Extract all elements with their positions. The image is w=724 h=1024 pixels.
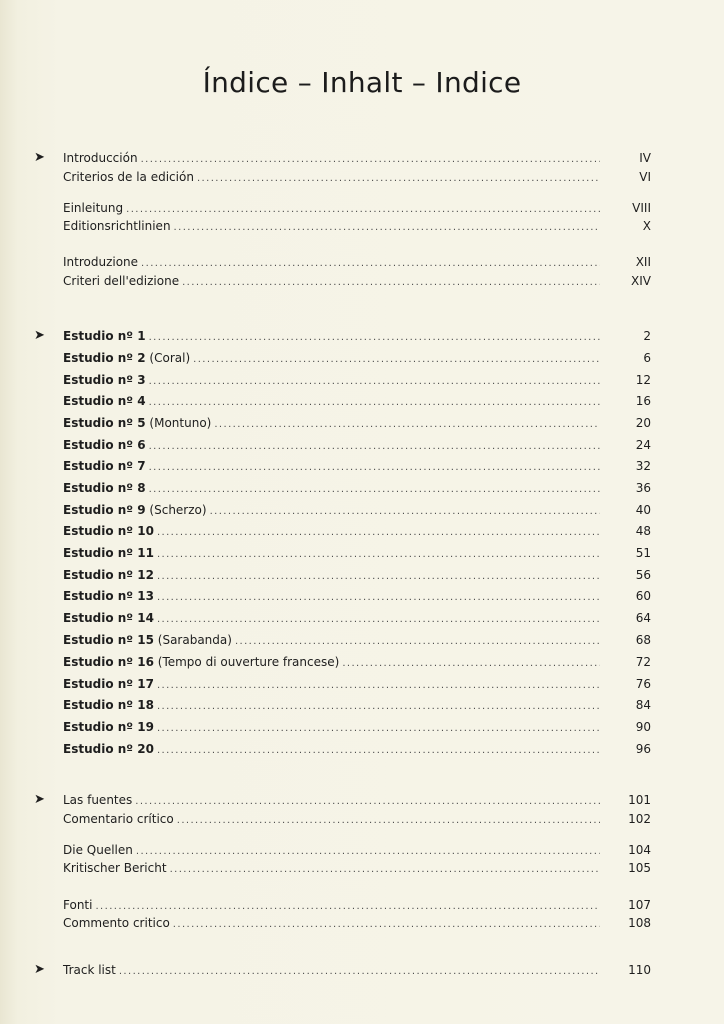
entry-page: VIII — [632, 201, 651, 215]
toc-entry[interactable] — [63, 840, 651, 860]
entry-page: 104 — [628, 843, 651, 857]
leader-dots — [119, 962, 600, 982]
toc-entry[interactable] — [63, 543, 651, 563]
toc-entry[interactable] — [63, 198, 651, 218]
entry-page: 101 — [628, 793, 651, 807]
section-arrow-icon: ➤ — [34, 792, 45, 807]
leader-dots — [182, 273, 600, 293]
entry-label: Einleitung — [63, 201, 124, 215]
toc-entry[interactable] — [63, 895, 651, 915]
entry-page: 72 — [635, 655, 651, 669]
study-label: Estudio nº 12 — [63, 568, 154, 582]
study-label: Estudio nº 11 — [63, 546, 154, 560]
study-label: Estudio nº 9 — [63, 503, 146, 517]
leader-dots — [193, 350, 600, 370]
entry-label: Criteri dell'edizione — [63, 274, 180, 288]
entry-page: 60 — [635, 589, 651, 603]
study-subtitle: (Scherzo) — [149, 503, 207, 517]
leader-dots — [210, 502, 600, 522]
toc-entry[interactable] — [63, 216, 651, 236]
leader-dots — [342, 654, 600, 674]
leader-dots — [157, 523, 600, 543]
leader-dots — [173, 915, 600, 935]
study-subtitle: (Tempo di ouverture francese) — [157, 655, 340, 669]
entry-page: 76 — [635, 677, 651, 691]
toc-entry[interactable] — [63, 717, 651, 737]
leader-dots — [157, 697, 600, 717]
entry-page: 107 — [628, 898, 651, 912]
leader-dots — [149, 393, 600, 413]
leader-dots — [157, 741, 600, 761]
toc-entry[interactable] — [63, 652, 651, 672]
study-label: Estudio nº 6 — [63, 438, 146, 452]
leader-dots — [149, 458, 600, 478]
leader-dots — [157, 610, 600, 630]
toc-entry[interactable] — [63, 913, 651, 933]
study-label: Estudio nº 7 — [63, 459, 146, 473]
toc-entry[interactable] — [63, 252, 651, 272]
entry-label: Kritischer Bericht — [63, 861, 167, 875]
entry-label: Editionsrichtlinien — [63, 219, 171, 233]
entry-label: Die Quellen — [63, 843, 133, 857]
entry-label: Track list — [63, 963, 116, 977]
entry-page: 2 — [643, 329, 651, 343]
entry-page: 32 — [635, 459, 651, 473]
leader-dots — [149, 372, 600, 392]
entry-page: 56 — [635, 568, 651, 582]
toc-entry[interactable] — [63, 271, 651, 291]
entry-page: VI — [639, 170, 651, 184]
leader-dots — [157, 719, 600, 739]
toc-entry[interactable] — [63, 148, 651, 168]
entry-page: 105 — [628, 861, 651, 875]
study-label: Estudio nº 17 — [63, 677, 154, 691]
toc-entry[interactable] — [63, 960, 651, 980]
toc-entry[interactable] — [63, 391, 651, 411]
study-label: Estudio nº 2 — [63, 351, 146, 365]
toc-entry[interactable] — [63, 809, 651, 829]
study-subtitle: (Coral) — [149, 351, 191, 365]
toc-entry[interactable] — [63, 348, 651, 368]
toc-entry[interactable] — [63, 790, 651, 810]
leader-dots — [157, 545, 600, 565]
entry-page: 48 — [635, 524, 651, 538]
study-label: Estudio nº 5 — [63, 416, 146, 430]
study-label: Estudio nº 13 — [63, 589, 154, 603]
section-arrow-icon: ➤ — [34, 150, 45, 165]
entry-page: 36 — [635, 481, 651, 495]
toc-entry[interactable] — [63, 739, 651, 759]
toc-entry[interactable] — [63, 521, 651, 541]
entry-page: 20 — [635, 416, 651, 430]
study-label: Estudio nº 1 — [63, 329, 146, 343]
toc-entry[interactable] — [63, 565, 651, 585]
leader-dots — [235, 632, 600, 652]
entry-page: 102 — [628, 812, 651, 826]
study-label: Estudio nº 4 — [63, 394, 146, 408]
study-label: Estudio nº 19 — [63, 720, 154, 734]
leader-dots — [174, 218, 600, 238]
entry-page: 6 — [643, 351, 651, 365]
entry-page: 90 — [635, 720, 651, 734]
toc-entry[interactable] — [63, 500, 651, 520]
entry-page: 51 — [635, 546, 651, 560]
toc-entry[interactable] — [63, 435, 651, 455]
toc-entry[interactable] — [63, 630, 651, 650]
toc-entry[interactable] — [63, 478, 651, 498]
toc-entry[interactable] — [63, 608, 651, 628]
entry-page: XIV — [631, 274, 651, 288]
study-subtitle: (Sarabanda) — [157, 633, 232, 647]
entry-label: Criterios de la edición — [63, 170, 194, 184]
leader-dots — [170, 860, 600, 880]
entry-page: 12 — [635, 373, 651, 387]
study-label: Estudio nº 16 — [63, 655, 154, 669]
study-label: Estudio nº 18 — [63, 698, 154, 712]
entry-page: 96 — [635, 742, 651, 756]
toc-entry[interactable] — [63, 370, 651, 390]
study-label: Estudio nº 14 — [63, 611, 154, 625]
study-label: Estudio nº 8 — [63, 481, 146, 495]
study-label: Estudio nº 15 — [63, 633, 154, 647]
entry-page: 64 — [635, 611, 651, 625]
toc-entry[interactable] — [63, 167, 651, 187]
entry-page: IV — [639, 151, 651, 165]
toc-entry[interactable] — [63, 413, 651, 433]
leader-dots — [157, 567, 600, 587]
leader-dots — [149, 328, 600, 348]
entry-page: 84 — [635, 698, 651, 712]
entry-label: Introduzione — [63, 255, 139, 269]
page-title: Índice – Inhalt – Indice — [202, 66, 522, 99]
entry-page: 40 — [635, 503, 651, 517]
entry-label: Fonti — [63, 898, 93, 912]
toc-entry[interactable] — [63, 326, 651, 346]
entry-label: Comentario crítico — [63, 812, 174, 826]
leader-dots — [177, 811, 600, 831]
leader-dots — [157, 588, 600, 608]
section-arrow-icon: ➤ — [34, 328, 45, 343]
entry-page: 108 — [628, 916, 651, 930]
leader-dots — [214, 415, 600, 435]
entry-label: Las fuentes — [63, 793, 133, 807]
leader-dots — [157, 676, 600, 696]
entry-page: X — [642, 219, 651, 233]
toc-entry[interactable] — [63, 586, 651, 606]
leader-dots — [197, 169, 600, 189]
entry-label: Commento critico — [63, 916, 170, 930]
toc-entry[interactable] — [63, 674, 651, 694]
toc-entry[interactable] — [63, 858, 651, 878]
study-subtitle: (Montuno) — [149, 416, 212, 430]
leader-dots — [149, 437, 600, 457]
study-label: Estudio nº 3 — [63, 373, 146, 387]
study-label: Estudio nº 20 — [63, 742, 154, 756]
entry-label: Introducción — [63, 151, 138, 165]
leader-dots — [149, 480, 600, 500]
entry-page: 24 — [635, 438, 651, 452]
study-label: Estudio nº 10 — [63, 524, 154, 538]
entry-page: 110 — [628, 963, 651, 977]
toc-entry[interactable] — [63, 456, 651, 476]
entry-page: 68 — [635, 633, 651, 647]
entry-page: XII — [635, 255, 651, 269]
section-arrow-icon: ➤ — [34, 962, 45, 977]
entry-page: 16 — [635, 394, 651, 408]
toc-entry[interactable] — [63, 695, 651, 715]
